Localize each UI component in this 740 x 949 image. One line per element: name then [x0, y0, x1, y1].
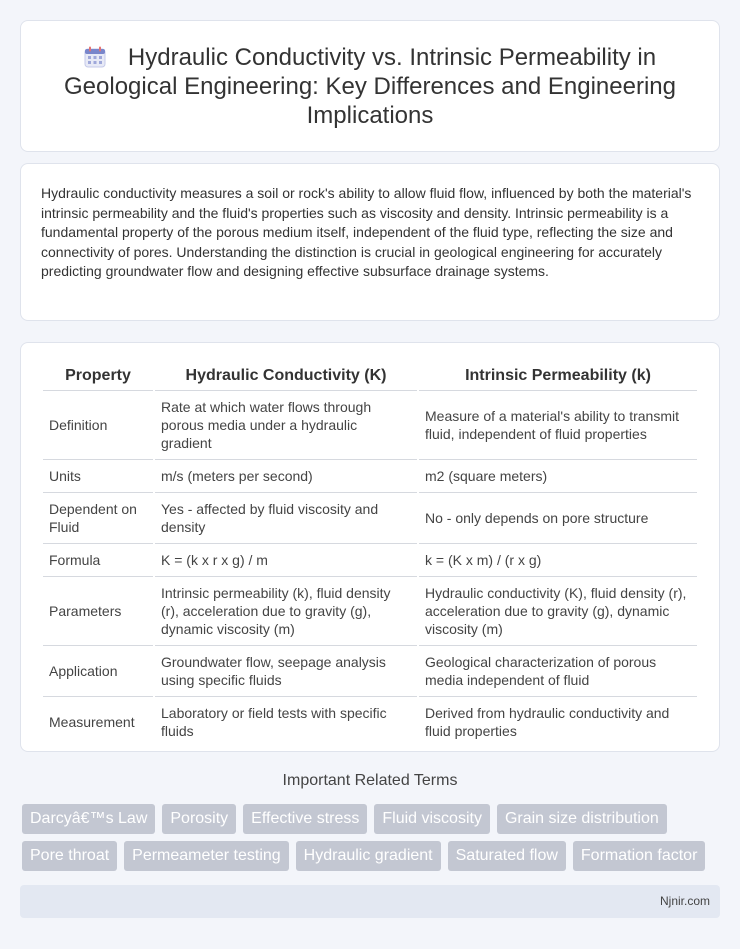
- intro-card: [20, 163, 720, 321]
- table-cell: K = (k x r x g) / m: [155, 544, 417, 577]
- table-cell: m2 (square meters): [419, 460, 697, 493]
- calendar-icon: [84, 46, 106, 68]
- related-term-tag[interactable]: Saturated flow: [448, 841, 566, 871]
- comparison-card: [20, 342, 720, 752]
- related-term-tag[interactable]: Porosity: [162, 804, 236, 834]
- table-header-row: [43, 361, 697, 391]
- title-card: [20, 20, 720, 152]
- page-title: [61, 43, 679, 130]
- table-cell: m/s (meters per second): [155, 460, 417, 493]
- table-cell: Measure of a material's ability to transmit fluid, independent of fluid properties: [419, 391, 697, 460]
- related-terms-heading: Important Related Terms: [282, 772, 458, 789]
- related-term-tag[interactable]: Formation factor: [573, 841, 705, 871]
- table-cell: k = (K x m) / (r x g): [419, 544, 697, 577]
- related-terms-list: [22, 804, 722, 871]
- table-row: [43, 646, 697, 697]
- page-title-text: Hydraulic Conductivity vs. Intrinsic Permeability in Geological Engineering: Key Differences and Engineering Implications: [64, 43, 676, 129]
- related-term-tag[interactable]: Darcyâ€™s Law: [22, 804, 155, 834]
- comparison-table: [41, 361, 699, 747]
- table-row: [43, 493, 697, 544]
- table-row: [43, 460, 697, 493]
- intro-paragraph: Hydraulic conductivity measures a soil or rock's ability to allow fluid flow, influenced by both the material's intrinsic permeability and the fluid's properties such as viscosity and density. Intrinsic permeability is a fundamental property of the porous medium itself, independent of the fluid type, reflecting the size and connectivity of pores. Understanding the distinction is crucial in geological engineering for accurately predicting groundwater flow and designing effective subsurface drainage systems.: [41, 185, 692, 280]
- table-row: [43, 391, 697, 460]
- table-cell: Dependent on Fluid: [43, 493, 153, 544]
- table-cell: Intrinsic permeability (k), fluid density (r), acceleration due to gravity (g), dynamic viscosity (m): [155, 577, 417, 646]
- table-cell: Derived from hydraulic conductivity and fluid properties: [425, 705, 670, 739]
- table-row: [43, 697, 697, 747]
- table-row: [43, 544, 697, 577]
- table-row: [43, 577, 697, 646]
- table-cell: No - only depends on pore structure: [419, 493, 697, 544]
- related-term-tag[interactable]: Effective stress: [243, 804, 367, 834]
- related-term-tag[interactable]: Fluid viscosity: [374, 804, 490, 834]
- column-header: Property: [43, 361, 153, 391]
- table-cell: Hydraulic conductivity (K), fluid density (r), acceleration due to gravity (g), dynamic viscosity (m): [419, 577, 697, 646]
- table-cell: Measurement: [49, 714, 135, 730]
- table-cell: Application: [43, 646, 153, 697]
- table-cell: Yes - affected by fluid viscosity and density: [155, 493, 417, 544]
- table-cell: Groundwater flow, seepage analysis using specific fluids: [155, 646, 417, 697]
- table-cell: Formula: [43, 544, 153, 577]
- footer-site[interactable]: Njnir.com: [659, 894, 710, 908]
- table-cell: Definition: [43, 391, 153, 460]
- related-term-tag[interactable]: Grain size distribution: [497, 804, 667, 834]
- table-cell: Units: [43, 460, 153, 493]
- column-header: Intrinsic Permeability (k): [419, 361, 697, 391]
- table-cell: Laboratory or field tests with specific fluids: [161, 705, 387, 739]
- table-cell: Rate at which water flows through porous media under a hydraulic gradient: [155, 391, 417, 460]
- related-term-tag[interactable]: Pore throat: [22, 841, 117, 871]
- footer: [20, 885, 720, 918]
- table-cell: Geological characterization of porous media independent of fluid: [419, 646, 697, 697]
- column-header: Hydraulic Conductivity (K): [155, 361, 417, 391]
- related-term-tag[interactable]: Hydraulic gradient: [296, 841, 441, 871]
- table-cell: Parameters: [43, 577, 153, 646]
- related-term-tag[interactable]: Permeameter testing: [124, 841, 289, 871]
